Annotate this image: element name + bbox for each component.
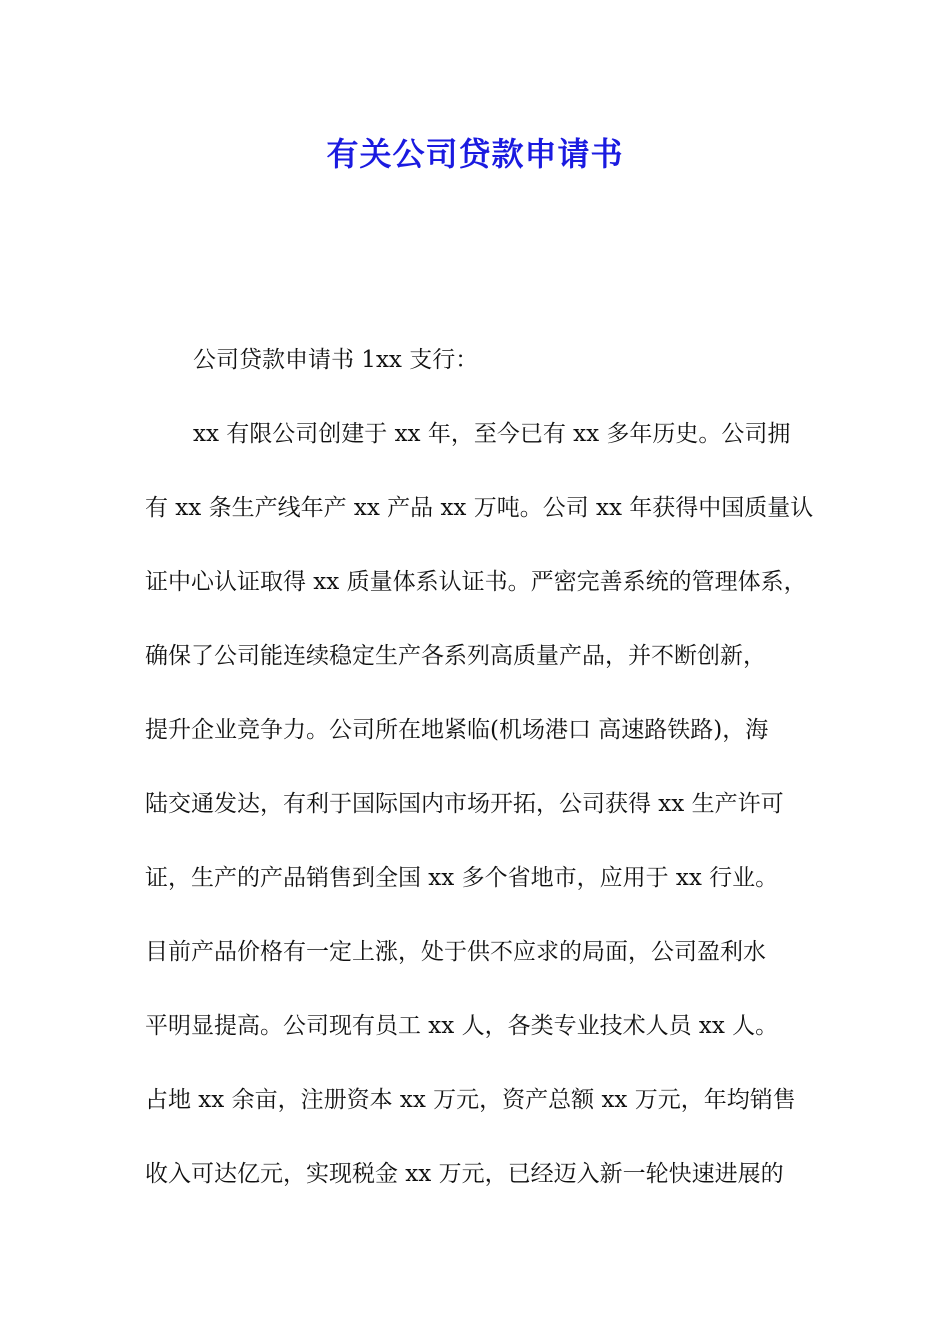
body-line: 证中心认证取得 xx 质量体系认证书。严密完善系统的管理体系，: [145, 569, 807, 595]
body-line: 有 xx 条生产线年产 xx 产品 xx 万吨。公司 xx 年获得中国质量认: [145, 495, 814, 521]
body-line: 占地 xx 余亩，注册资本 xx 万元，资产总额 xx 万元，年均销售: [145, 1087, 796, 1113]
body-line: xx 有限公司创建于 xx 年，至今已有 xx 多年历史。公司拥: [193, 421, 791, 447]
body-line: 确保了公司能连续稳定生产各系列高质量产品，并不断创新，: [145, 643, 766, 669]
document-title: 有关公司贷款申请书: [326, 135, 624, 173]
body-line: 证，生产的产品销售到全国 xx 多个省地市，应用于 xx 行业。: [145, 865, 779, 891]
body-line: 目前产品价格有一定上涨，处于供不应求的局面，公司盈利水: [145, 939, 766, 965]
body-line: 陆交通发达，有利于国际国内市场开拓，公司获得 xx 生产许可: [145, 791, 784, 817]
body-line: 平明显提高。公司现有员工 xx 人，各类专业技术人员 xx 人。: [145, 1013, 779, 1039]
salutation-line: 公司贷款申请书 1xx 支行：: [193, 347, 479, 373]
body-line: 提升企业竞争力。公司所在地紧临(机场港口 高速路铁路)，海: [145, 717, 769, 743]
body-line: 收入可达亿元，实现税金 xx 万元，已经迈入新一轮快速进展的: [145, 1161, 784, 1187]
